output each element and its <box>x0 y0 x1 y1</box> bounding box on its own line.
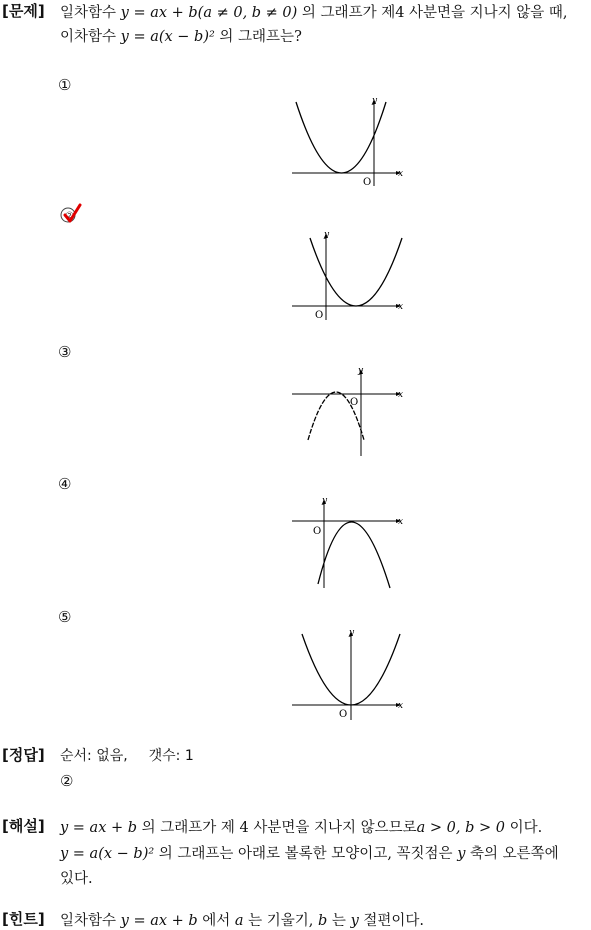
option-4-number[interactable]: ④ <box>58 475 72 493</box>
answer-value: ② <box>60 772 74 790</box>
hint-y-var: y <box>350 913 359 929</box>
checkmark-icon <box>60 202 108 224</box>
explanation-label: [해설] <box>2 817 45 835</box>
graph-5-y-label: y <box>349 628 355 638</box>
option-2-checkmark[interactable] <box>60 202 108 228</box>
answer-count: 갯수: 1 <box>148 748 194 764</box>
problem-linear-equation: y = ax + b(a ≠ 0, b ≠ 0) <box>120 5 298 21</box>
answer-line <box>60 745 194 765</box>
option-3-graph <box>288 362 408 458</box>
hint-mid1: 에서 <box>197 913 235 929</box>
hint-pre: 일차함수 <box>60 913 121 929</box>
option-2-graph <box>288 228 408 324</box>
graph-1-y-label: y <box>372 96 378 106</box>
explanation-line-2 <box>60 842 559 863</box>
hint-equation: y = ax + b <box>120 913 198 929</box>
explanation-line-3: 있다. <box>60 871 93 887</box>
hint-end: 절편이다. <box>358 913 425 929</box>
problem-line-1 <box>60 1 568 22</box>
hint-a-var: a <box>234 913 244 929</box>
hint-mid3: 는 <box>327 913 351 929</box>
answer-label: [정답] <box>2 746 45 764</box>
problem-line1-post: 의 그래프가 제4 사분면을 지나지 않을 때, <box>297 5 568 21</box>
option-3-number[interactable]: ③ <box>58 343 72 361</box>
problem-line-2 <box>60 25 302 46</box>
hint-label: [힌트] <box>2 910 45 928</box>
explanation-line-1 <box>60 816 542 837</box>
graph-3-origin: O <box>350 397 359 408</box>
option-2-number: ② <box>65 211 74 222</box>
explanation-condition: a > 0, b > 0 <box>416 820 505 836</box>
explanation-linear-equation: y = ax + b <box>60 820 138 836</box>
graph-3-y-label: y <box>358 366 364 376</box>
graph-4-origin: O <box>313 526 322 537</box>
option-5-number[interactable]: ⑤ <box>58 608 72 626</box>
problem-quadratic-equation: y = a(x − b)² <box>120 29 215 45</box>
graph-1-x-label: x <box>398 169 404 179</box>
hint-b-var: b <box>318 913 328 929</box>
graph-4-x-label: x <box>398 517 404 527</box>
hint-line <box>60 909 424 930</box>
explanation-line2-mid: 의 그래프는 아래로 볼록한 모양이고, 꼭짓점은 <box>154 846 458 862</box>
explanation-y-var: y <box>457 846 466 862</box>
problem-line2-post: 의 그래프는? <box>214 29 302 45</box>
graph-3-x-label: x <box>398 390 404 400</box>
graph-4-y-label: y <box>322 496 328 506</box>
explanation-line1-mid: 의 그래프가 제 4 사분면을 지나지 않으므로 <box>137 820 417 836</box>
graph-5-x-label: x <box>398 701 404 711</box>
graph-2-x-label: x <box>398 302 404 312</box>
explanation-line2-end: 축의 오른쪽에 <box>465 846 559 862</box>
problem-line1-pre: 일차함수 <box>60 5 121 21</box>
graph-2-y-label: y <box>324 230 330 240</box>
option-1-graph <box>288 94 408 190</box>
explanation-quadratic-equation: y = a(x − b)² <box>60 846 155 862</box>
answer-order: 순서: 없음, <box>60 748 128 764</box>
option-4-graph <box>288 492 408 592</box>
option-5-graph <box>288 626 408 722</box>
option-1-number[interactable]: ① <box>58 76 72 94</box>
hint-mid2: 는 기울기, <box>243 913 319 929</box>
problem-line2-pre: 이차함수 <box>60 29 121 45</box>
graph-2-origin: O <box>315 310 324 321</box>
graph-1-origin: O <box>363 177 372 188</box>
problem-label: [문제] <box>2 2 45 20</box>
explanation-line1-end: 이다. <box>504 820 543 836</box>
graph-5-origin: O <box>339 709 348 720</box>
